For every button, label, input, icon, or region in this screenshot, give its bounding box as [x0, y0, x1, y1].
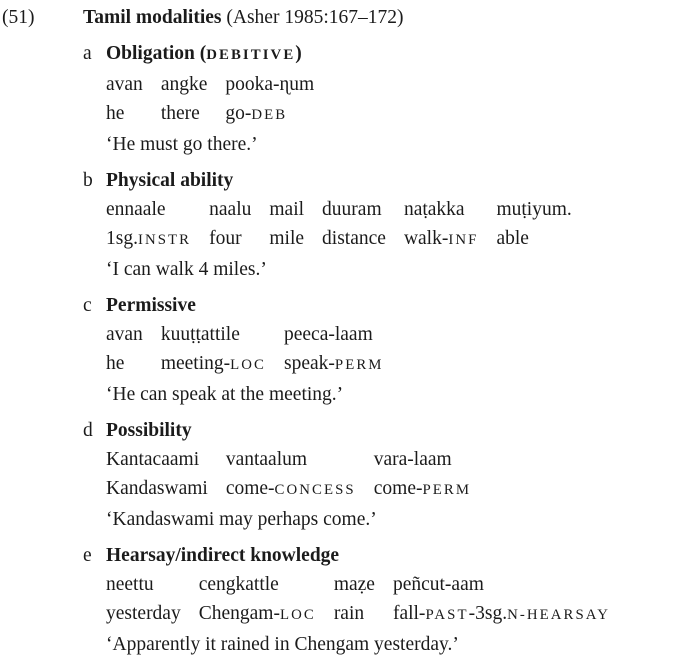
gloss-word: 1sg.INSTR — [106, 228, 192, 249]
item-heading: Physical ability — [106, 170, 234, 191]
example-item-c — [83, 291, 699, 409]
interlinear-gloss-table — [106, 320, 402, 380]
interlinear-gloss-table — [106, 570, 628, 630]
tamil-word: angke — [160, 74, 208, 95]
item-body — [106, 291, 699, 409]
item-letter: b — [83, 170, 93, 191]
small-caps-gloss: PERM — [334, 357, 384, 373]
gloss-word: meeting-LOC — [160, 353, 266, 374]
tamil-word: kuuṭṭattile — [160, 324, 240, 345]
tamil-word: Kantacaami — [106, 449, 200, 470]
translation: ‘He must go there.’ — [106, 134, 258, 155]
item-heading: Possibility — [106, 420, 192, 441]
example-item-e — [83, 541, 699, 659]
gloss-word: go-DEB — [225, 103, 288, 124]
tamil-word: cengkattle — [198, 574, 279, 595]
small-caps-gloss: DEB — [251, 107, 288, 123]
tamil-word: maẓe — [333, 574, 375, 595]
small-caps-gloss: DEBITIVE — [206, 47, 296, 63]
tamil-word: avan — [106, 74, 143, 95]
item-letter: d — [83, 420, 93, 441]
tamil-word: vantaalum — [225, 449, 308, 470]
gloss-word: mile — [269, 228, 305, 249]
tamil-word: ennaale — [106, 199, 166, 220]
gloss-word: Chengam-LOC — [198, 603, 316, 624]
small-caps-gloss: PERM — [422, 482, 472, 498]
tamil-word: peeca-laam — [283, 324, 373, 345]
examples — [83, 39, 699, 659]
small-caps-gloss: INSTR — [137, 232, 192, 248]
item-body — [106, 39, 699, 159]
gloss-word: he — [106, 353, 125, 374]
item-body — [106, 166, 699, 284]
example-title-citation: (Asher 1985:167–172) — [221, 7, 404, 28]
interlinear-gloss-table — [106, 445, 489, 505]
item-heading: Hearsay/indirect knowledge — [106, 545, 340, 566]
tamil-word: neettu — [106, 574, 154, 595]
example-title-bold: Tamil modalities — [83, 7, 222, 28]
translation: ‘Kandaswami may perhaps come.’ — [106, 509, 377, 530]
tamil-word: naalu — [209, 199, 252, 220]
example-title — [83, 3, 403, 32]
small-caps-gloss: LOC — [279, 607, 316, 623]
translation: ‘He can speak at the meeting.’ — [106, 384, 344, 405]
tamil-word: peñcut-aam — [392, 574, 484, 595]
gloss-word: walk-INF — [403, 228, 479, 249]
example-item-b — [83, 166, 699, 284]
example-item-d — [83, 416, 699, 534]
item-body — [106, 416, 699, 534]
gloss-word: speak-PERM — [283, 353, 384, 374]
example-header — [2, 3, 699, 32]
tamil-word: avan — [106, 324, 143, 345]
item-letter: e — [83, 545, 92, 566]
small-caps-gloss: N-HEARSAY — [507, 607, 610, 623]
item-heading: Permissive — [106, 295, 196, 316]
gloss-word: fall-PAST-3sg.N-HEARSAY — [392, 603, 610, 624]
translation: ‘Apparently it rained in Chengam yesterday.’ — [106, 634, 459, 655]
small-caps-gloss: LOC — [230, 357, 266, 373]
item-body — [106, 541, 699, 659]
item-letter: c — [83, 295, 92, 316]
small-caps-gloss: CONCESS — [274, 482, 356, 498]
item-letter: a — [83, 43, 92, 64]
tamil-word: muṭiyum. — [496, 199, 572, 220]
gloss-word: distance — [322, 228, 386, 249]
gloss-word: come-PERM — [373, 478, 472, 499]
item-heading: Obligation (DEBITIVE) — [106, 43, 302, 64]
tamil-word: duuram — [322, 199, 382, 220]
small-caps-gloss: INF — [448, 232, 479, 248]
tamil-word: mail — [269, 199, 305, 220]
example-number: (51) — [2, 7, 35, 28]
tamil-word: pooka-ɳum — [225, 74, 315, 95]
example-item-a — [83, 39, 699, 159]
gloss-word: he — [106, 103, 125, 124]
gloss-word: there — [160, 103, 200, 124]
interlinear-gloss-table — [106, 195, 590, 255]
gloss-word: four — [209, 228, 242, 249]
tamil-word: vara-laam — [373, 449, 452, 470]
gloss-word: able — [496, 228, 529, 249]
gloss-word: Kandaswami — [106, 478, 208, 499]
interlinear-gloss-table — [106, 70, 332, 130]
gloss-word: yesterday — [106, 603, 181, 624]
translation: ‘I can walk 4 miles.’ — [106, 259, 267, 280]
gloss-word: come-CONCESS — [225, 478, 356, 499]
gloss-word: rain — [333, 603, 365, 624]
tamil-word: naṭakka — [403, 199, 465, 220]
small-caps-gloss: PAST — [425, 607, 469, 623]
